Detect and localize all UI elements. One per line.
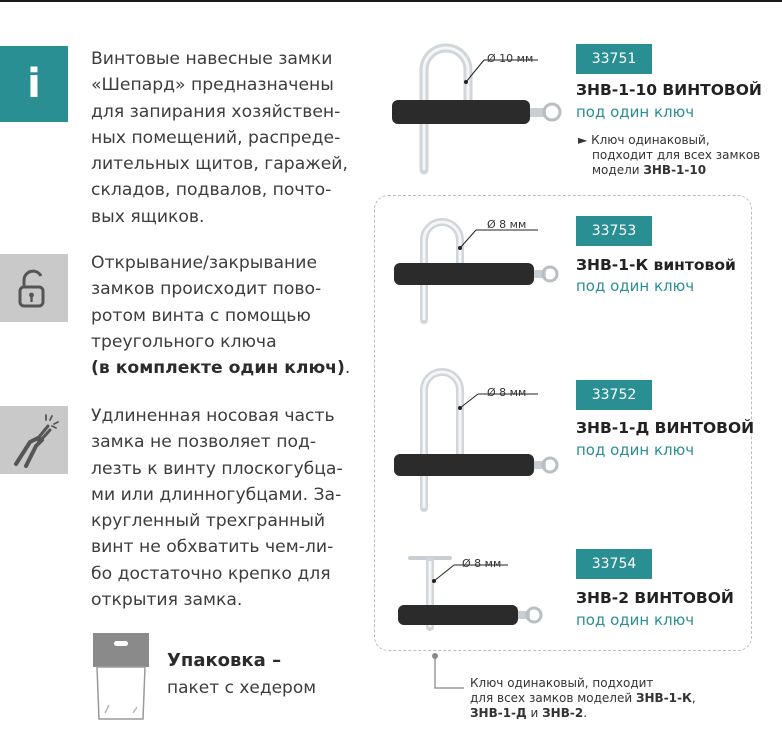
key-included-text: (в комплекте один ключ)	[91, 358, 345, 379]
top-rule	[0, 0, 782, 2]
text-line: кругленный трехгранный	[91, 511, 326, 532]
note-model: ЗНВ-2	[542, 706, 584, 720]
text-line: лезть к винту плоскогубца-	[91, 458, 343, 479]
lock-image-znv-1-k	[380, 208, 580, 333]
text-line: замков происходит пово-	[91, 279, 322, 300]
info-badge	[0, 46, 68, 122]
text-line: ных помещений, распреде-	[91, 127, 341, 148]
note-model: ЗНВ-1-Д	[470, 706, 527, 720]
product-key-type: под один ключ	[576, 277, 695, 295]
note-line	[470, 706, 696, 721]
description-paragraph	[91, 46, 348, 230]
dimension-label: Ø 8 мм	[487, 218, 527, 231]
text-line: лительных щитов, гаражей,	[91, 154, 348, 175]
pliers-icon-box	[0, 406, 68, 474]
text-line: Удлиненная носовая часть	[91, 406, 335, 426]
text-line: треугольного ключа	[91, 331, 277, 352]
note-text: ,	[691, 691, 696, 705]
pliers-icon	[8, 412, 60, 468]
note-line	[470, 691, 696, 706]
text-line: ротом винта с помощью	[91, 305, 311, 326]
product-code-badge: 33751	[576, 44, 652, 74]
packaging-subtitle: пакет с хедером	[167, 678, 317, 698]
note-line: подходит для всех замков	[592, 148, 761, 162]
note-line: Ключ одинаковый,	[591, 133, 710, 147]
note-connector	[430, 650, 470, 698]
dimension-label: Ø 8 мм	[487, 386, 527, 399]
note-line	[578, 163, 760, 178]
product-key-type: под один ключ	[576, 103, 695, 121]
text-line: винт не обхватить чем-ли-	[91, 537, 334, 558]
note-model: ЗНВ-1-К	[635, 691, 692, 705]
product-key-type: под один ключ	[576, 441, 695, 459]
product-model: ЗНВ-2 ВИНТОВОЙ	[576, 589, 734, 607]
product-code-badge: 33754	[576, 549, 652, 579]
note-text: .	[583, 706, 588, 720]
protection-paragraph	[91, 403, 343, 613]
opening-paragraph	[91, 250, 350, 381]
info-icon: i	[27, 61, 41, 107]
note-line: Ключ одинаковый, подходит	[470, 676, 654, 690]
product-model: ЗНВ-1-10 ВИНТОВОЙ	[576, 81, 762, 99]
text-line: открытия замка.	[91, 590, 243, 611]
text-line: бо достаточно крепко для	[91, 563, 331, 584]
product-code-badge: 33752	[576, 380, 652, 410]
text-line	[91, 355, 350, 381]
dimension-label: Ø 8 мм	[462, 557, 502, 570]
note-model: ЗНВ-1-10	[643, 163, 707, 177]
text-line: замка не позволяет под-	[91, 432, 317, 453]
packaging-title: Упаковка –	[167, 650, 282, 671]
text-line: складов, подвалов, почто-	[91, 180, 332, 201]
text-line: вых ящиков.	[91, 206, 205, 227]
product-key-type: под один ключ	[576, 611, 695, 629]
padlock-open-icon	[14, 266, 54, 310]
text-period: .	[344, 358, 351, 379]
dimension-label: Ø 10 мм	[487, 52, 534, 65]
package-icon	[93, 633, 149, 727]
lock-image-znv-1-10	[380, 30, 580, 180]
product-model: ЗНВ-1-Д ВИНТОВОЙ	[576, 419, 755, 437]
lock-image-znv-1-d	[380, 360, 580, 520]
note-text: и	[526, 706, 543, 720]
padlock-icon-box	[0, 254, 68, 322]
text-line: Винтовые навесные замки	[91, 49, 333, 69]
text-line: ми или длинногубцами. За-	[91, 484, 342, 505]
note-text: для всех замков моделей	[470, 691, 636, 705]
arrow-icon: ►	[578, 133, 588, 147]
product-code-badge: 33753	[576, 216, 652, 246]
text-line: для запирания хозяйствен-	[91, 101, 341, 122]
shared-key-note-bottom	[470, 676, 696, 721]
text-line: «Шепард» предназначены	[91, 75, 334, 96]
shared-key-note-top	[578, 133, 760, 178]
note-text: модели	[592, 163, 644, 177]
text-line: Открывание/закрывание	[91, 253, 318, 273]
product-model: ЗНВ-1-К винтовой	[576, 256, 736, 274]
